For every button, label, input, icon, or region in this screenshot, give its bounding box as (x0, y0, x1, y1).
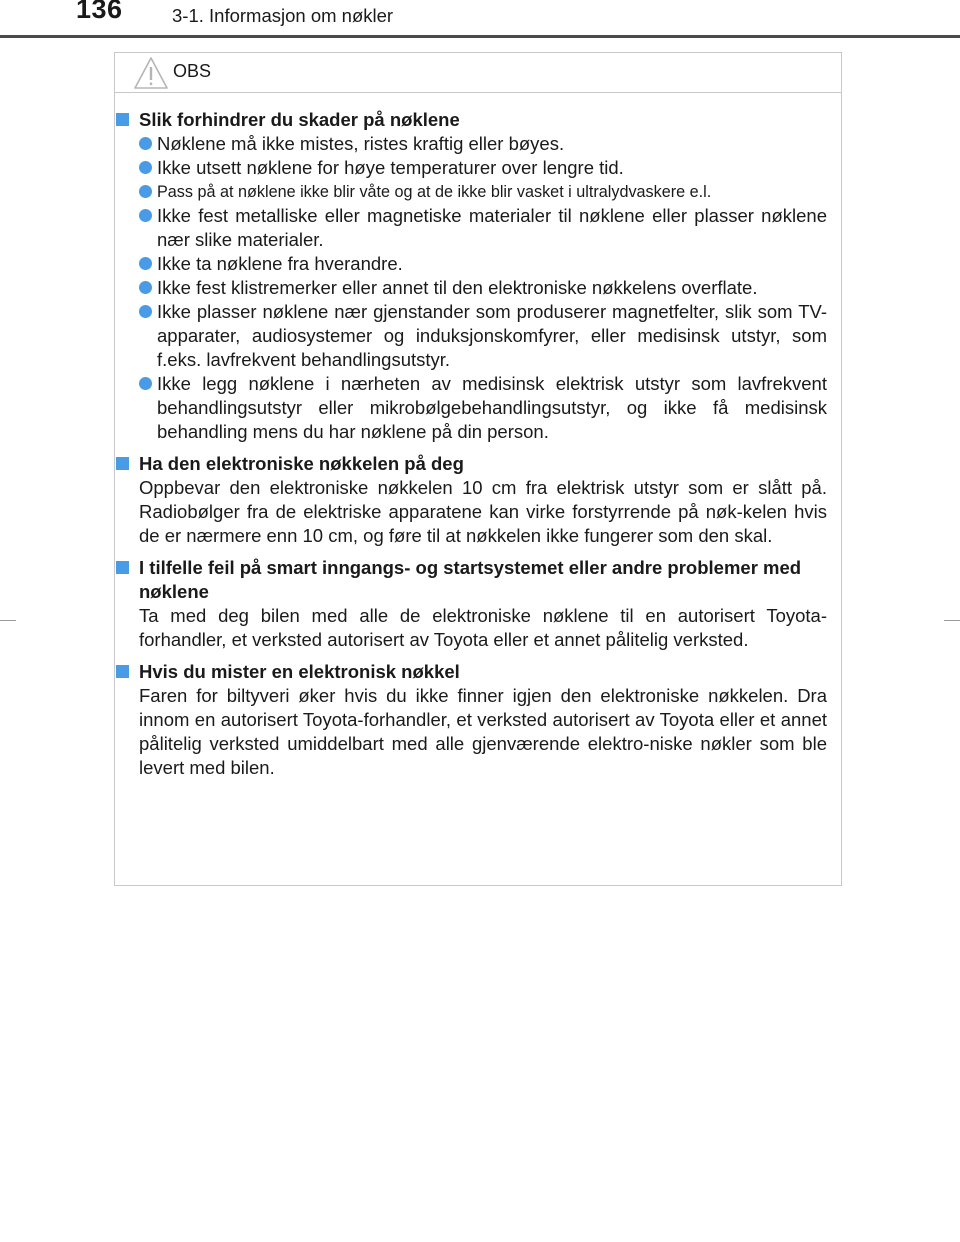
obs-header (115, 53, 841, 93)
circle-bullet-icon (139, 161, 152, 174)
list-item (115, 156, 841, 180)
section-heading-text: Slik forhindrer du skader på nøklene (139, 109, 460, 130)
obs-notice-box (114, 52, 842, 886)
circle-bullet-icon (139, 185, 152, 198)
section-carry-key (115, 452, 841, 548)
crop-mark-right (944, 620, 960, 621)
circle-bullet-icon (139, 257, 152, 270)
square-bullet-icon (116, 457, 129, 470)
section-paragraph: Ta med deg bilen med alle de elektroniske nøklene til en autorisert Toyota-forhandler, et verksted autorisert av Toyota eller et annet pålitelig verksted. (139, 605, 827, 650)
list-item (115, 372, 841, 444)
list-item (115, 180, 841, 204)
section-prevent-damage (115, 108, 841, 444)
list-item-text: Ikke fest metalliske eller magnetiske materialer til nøklene eller plasser nøklene nær slike materialer. (157, 205, 827, 250)
circle-bullet-icon (139, 305, 152, 318)
list-item (115, 300, 841, 372)
list-item-text: Ikke legg nøklene i nærheten av medisinsk elektrisk utstyr som lavfrekvent behandlingsutstyr eller mikrobølgebehandlingsutstyr, og ikke få medisinsk behandling mens du har nøklene på din person. (157, 373, 827, 442)
section-heading (115, 556, 841, 604)
list-item-text: Nøklene må ikke mistes, ristes kraftig eller bøyes. (157, 133, 565, 154)
section-paragraph: Faren for biltyveri øker hvis du ikke finner igjen den elektroniske nøkkelen. Dra innom en autorisert Toyota-forhandler, et verksted autorisert av Toyota eller et annet pålitelig verksted umiddelbart med alle gjenværende elektro-niske nøkler som ble levert med bilen. (139, 685, 827, 778)
crop-mark-left (0, 620, 16, 621)
section-heading (115, 108, 841, 132)
square-bullet-icon (116, 665, 129, 678)
section-lost-key (115, 660, 841, 780)
list-item-text: Ikke plasser nøklene nær gjenstander som produserer magnetfelter, slik som TV-apparater, audiosystemer og induksjonskomfyrer, eller medisinsk utstyr, som f.eks. lavfrekvent behandlingsutstyr. (157, 301, 827, 370)
header-rule (0, 35, 960, 38)
section-heading (115, 452, 841, 476)
circle-bullet-icon (139, 281, 152, 294)
warning-triangle-icon (133, 56, 169, 90)
list-item-text: Ikke fest klistremerker eller annet til den elektroniske nøkkelens overflate. (157, 277, 758, 298)
list-item (115, 204, 841, 252)
list-item (115, 252, 841, 276)
list-item-text: Ikke ta nøklene fra hverandre. (157, 253, 403, 274)
circle-bullet-icon (139, 377, 152, 390)
section-heading-text: Hvis du mister en elektronisk nøkkel (139, 661, 460, 682)
obs-content (115, 108, 841, 780)
obs-label: OBS (173, 61, 212, 81)
section-system-failure (115, 556, 841, 652)
square-bullet-icon (116, 113, 129, 126)
circle-bullet-icon (139, 209, 152, 222)
list-item-text: Ikke utsett nøklene for høye temperaturer over lengre tid. (157, 157, 624, 178)
list-item (115, 276, 841, 300)
section-heading-text: Ha den elektroniske nøkkelen på deg (139, 453, 464, 474)
section-paragraph: Oppbevar den elektroniske nøkkelen 10 cm fra elektrisk utstyr som er slått på. Radiobølger fra de elektriske apparatene kan virke forstyrrende på nøk-kelen hvis de er nærmere enn 10 cm, og føre til at nøkkelen ikke fungerer som den skal. (139, 477, 827, 546)
page-header (0, 0, 960, 40)
circle-bullet-icon (139, 137, 152, 150)
section-heading-text: I tilfelle feil på smart inngangs- og startsystemet eller andre problemer med nøklene (139, 557, 802, 602)
square-bullet-icon (116, 561, 129, 574)
section-title: 3-1. Informasjon om nøkler (172, 5, 394, 26)
list-item (115, 132, 841, 156)
page-number: 136 (76, 0, 123, 24)
section-heading (115, 660, 841, 684)
list-item-text: Pass på at nøklene ikke blir våte og at de ikke blir vasket i ultralydvaskere e.l. (157, 183, 712, 201)
